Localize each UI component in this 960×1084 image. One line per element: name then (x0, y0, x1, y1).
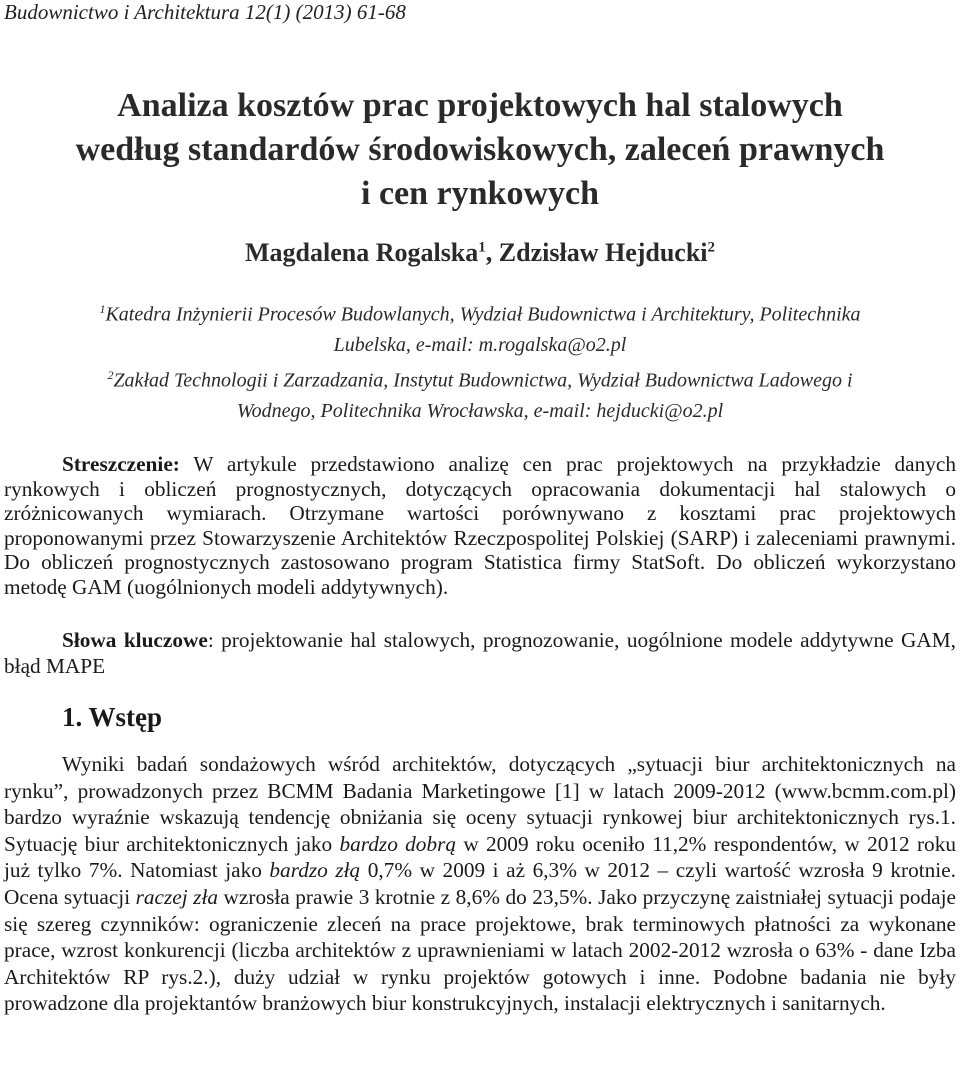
keywords-text: : projektowanie hal stalowych, prognozowanie, uogólnione modele addytywne GAM, błąd MAPE (4, 628, 956, 678)
author-name: Magdalena Rogalska (244, 238, 479, 267)
emphasis: bardzo dobrą (339, 831, 457, 856)
affiliation-line: $^1$Katedra Inżynierii Procesów Budowlanych, Wydział Budownictwa i Architektury, Politechnika (99, 302, 861, 326)
abstract-text: W artykule przedstawiono analizę cen prac projektowych na przykładzie danych rynkowych i obliczeń prognostycznych, dotyczących opracowania dokumentacji hal stalowych o zróżnicowanych wymiarach. Otrzymane wartości porównywano z kosztami prac projektowych proponowanymi przez Stowarzyszenie Architektów Rzeczpospolitej Polskiej (SARP) i zaleceniami prawnymi. Do obliczeń prognostycznych zastosowano program Statistica firmy StatSoft. Do obliczeń wykorzystano metodę GAM (uogólnionych modeli addytywnych). (4, 452, 956, 599)
affiliation-mark: 2 (107, 368, 114, 382)
affiliation-line: Lubelska, e-mail: m.rogalska@o2.pl (333, 333, 627, 356)
abstract-label: Streszczenie: (62, 452, 180, 476)
keywords (4, 627, 956, 679)
affiliation-line: $^2$Zakład Technologii i Zarzadzania, Instytut Budownictwa, Wydział Budownictwa Ladowego i (107, 368, 853, 392)
section-heading: 1. Wstęp (62, 702, 163, 732)
affiliation-mark: 1 (99, 302, 106, 316)
keywords-label: Słowa kluczowe (62, 628, 208, 652)
journal-header: Budownictwo i Architektura 12(1) (2013) 61-68 (4, 0, 406, 24)
author-name: Zdzisław Hejducki (498, 238, 708, 267)
affiliation (0, 294, 960, 360)
emphasis: bardzo złą (269, 858, 361, 883)
abstract (4, 452, 956, 600)
author-affiliation-mark: 2 (707, 239, 716, 256)
affiliation (0, 360, 960, 426)
body-paragraph: Wyniki badań sondażowych wśród architektów, dotyczących „sytuacji biur architektonicznych na rynku”, prowadzonych przez BCMM Badania Marketingowe [1] w latach 2009-2012 (www.bcmm.com.pl) bardzo wyraźnie wskazują tendencję obniżania się oceny sytuacji rynkowej biur architektonicznych rys.1. Sytuację biur architektonicznych jako bardzo dobrą w 2009 roku oceniło 11,2% respondentów, w 2012 roku już tylko 7%. Natomiast jako bardzo złą 0,7% w 2009 i aż 6,3% w 2012 – czyli wartość wzrosła 9 krotnie. Ocena sytuacji raczej zła wzrosła prawie 3 krotnie z 8,6% do 23,5%. Jako przyczynę zaistniałej sytuacji podaje się szereg czynników: ograniczenie zleceń na prace projektowe, brak terminowych płatności za wykonane prace, wzrost konkurencji (liczba architektów z uprawnieniami w latach 2002-2012 wzrosła o 63% - dane Izba Architektów RP rys.2.), duży udział w rynku projektów gotowych i inne. Podobne badania nie były prowadzone dla projektantów branżowych biur konstrukcyjnych, instalacji elektrycznych i sanitarnych. (4, 752, 956, 1016)
title-line: według standardów środowiskowych, zaleceń prawnych (75, 131, 885, 168)
author-separator: , (485, 238, 499, 267)
title-line: i cen rynkowych (361, 175, 599, 212)
paper-title (0, 84, 960, 216)
emphasis: raczej zła (135, 884, 219, 909)
author-list (0, 238, 960, 268)
author-affiliation-mark: 1 (478, 239, 486, 256)
affiliation-line: Wodnego, Politechnika Wrocławska, e-mail: hejducki@o2.pl (236, 399, 724, 422)
title-line: Analiza kosztów prac projektowych hal stalowych (117, 87, 843, 124)
